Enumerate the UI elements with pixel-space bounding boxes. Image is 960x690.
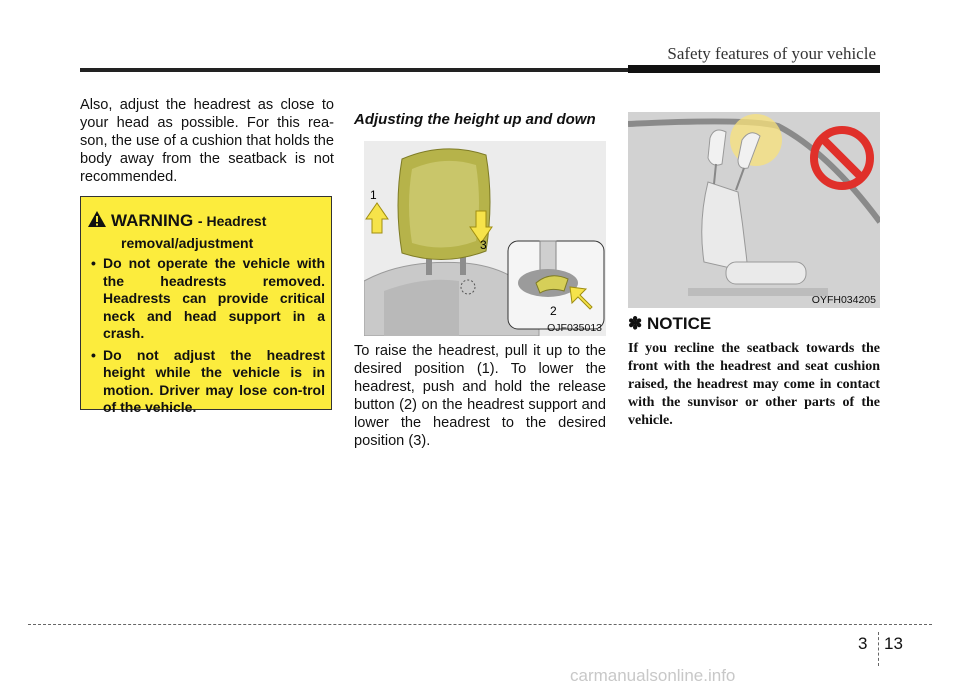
figure-code: OJF035013: [547, 322, 602, 334]
header-rule-accent: [628, 65, 880, 73]
notice-title: ✽ NOTICE: [628, 314, 712, 333]
page-number: 13: [884, 634, 903, 653]
callout-1: 1: [370, 188, 377, 202]
warning-box: [80, 196, 332, 415]
adjust-heading: Adjusting the height up and down: [354, 111, 596, 128]
callout-2: 2: [550, 304, 557, 318]
headrest-adjust-figure: [364, 141, 606, 336]
warning-subtitle-2: removal/adjustment: [121, 235, 254, 251]
header-rule: [80, 68, 628, 72]
adjust-paragraph: To raise the headrest, pull it up to the desired position (1). To lower the headrest, push and hold the release button (2) on the headrest support and lower the headrest to the desired position (3).: [354, 343, 606, 449]
warning-heading: [111, 211, 266, 231]
footer-divider: [878, 632, 879, 666]
chapter-number: 3: [858, 634, 868, 653]
warning-label: WARNING: [111, 211, 194, 230]
watermark: carmanualsonline.info: [570, 666, 736, 685]
warning-triangle-icon: [87, 210, 107, 228]
warning-item: • Do not operate the vehicle with the headrests removed. Headrests can provide critical neck and head support in a crash.: [89, 255, 325, 343]
section-title: Safety features of your vehicle: [667, 44, 876, 63]
figure-code: OYFH034205: [811, 294, 876, 306]
callout-3: 3: [480, 238, 487, 252]
notice-paragraph: If you recline the seatback towards the front with the headrest and seat cushion raised, the headrest may come in contact with the sunvisor or other parts of the vehicle.: [628, 341, 880, 428]
seat-recline-illustration: [628, 112, 880, 308]
warning-item: • Do not adjust the headrest height while the vehicle is in motion. Driver may lose con-trol of the vehicle.: [89, 347, 325, 417]
seat-recline-figure: [628, 112, 880, 308]
headrest-illustration: [364, 141, 606, 336]
warning-subtitle-1: - Headrest: [197, 213, 267, 229]
warning-list: [89, 255, 325, 421]
footer-rule: [28, 624, 932, 625]
intro-paragraph: Also, adjust the headrest as close to your head as possible. For this rea-son, the use of a cushion that holds the body away from the seatback is not recommended.: [80, 97, 334, 185]
